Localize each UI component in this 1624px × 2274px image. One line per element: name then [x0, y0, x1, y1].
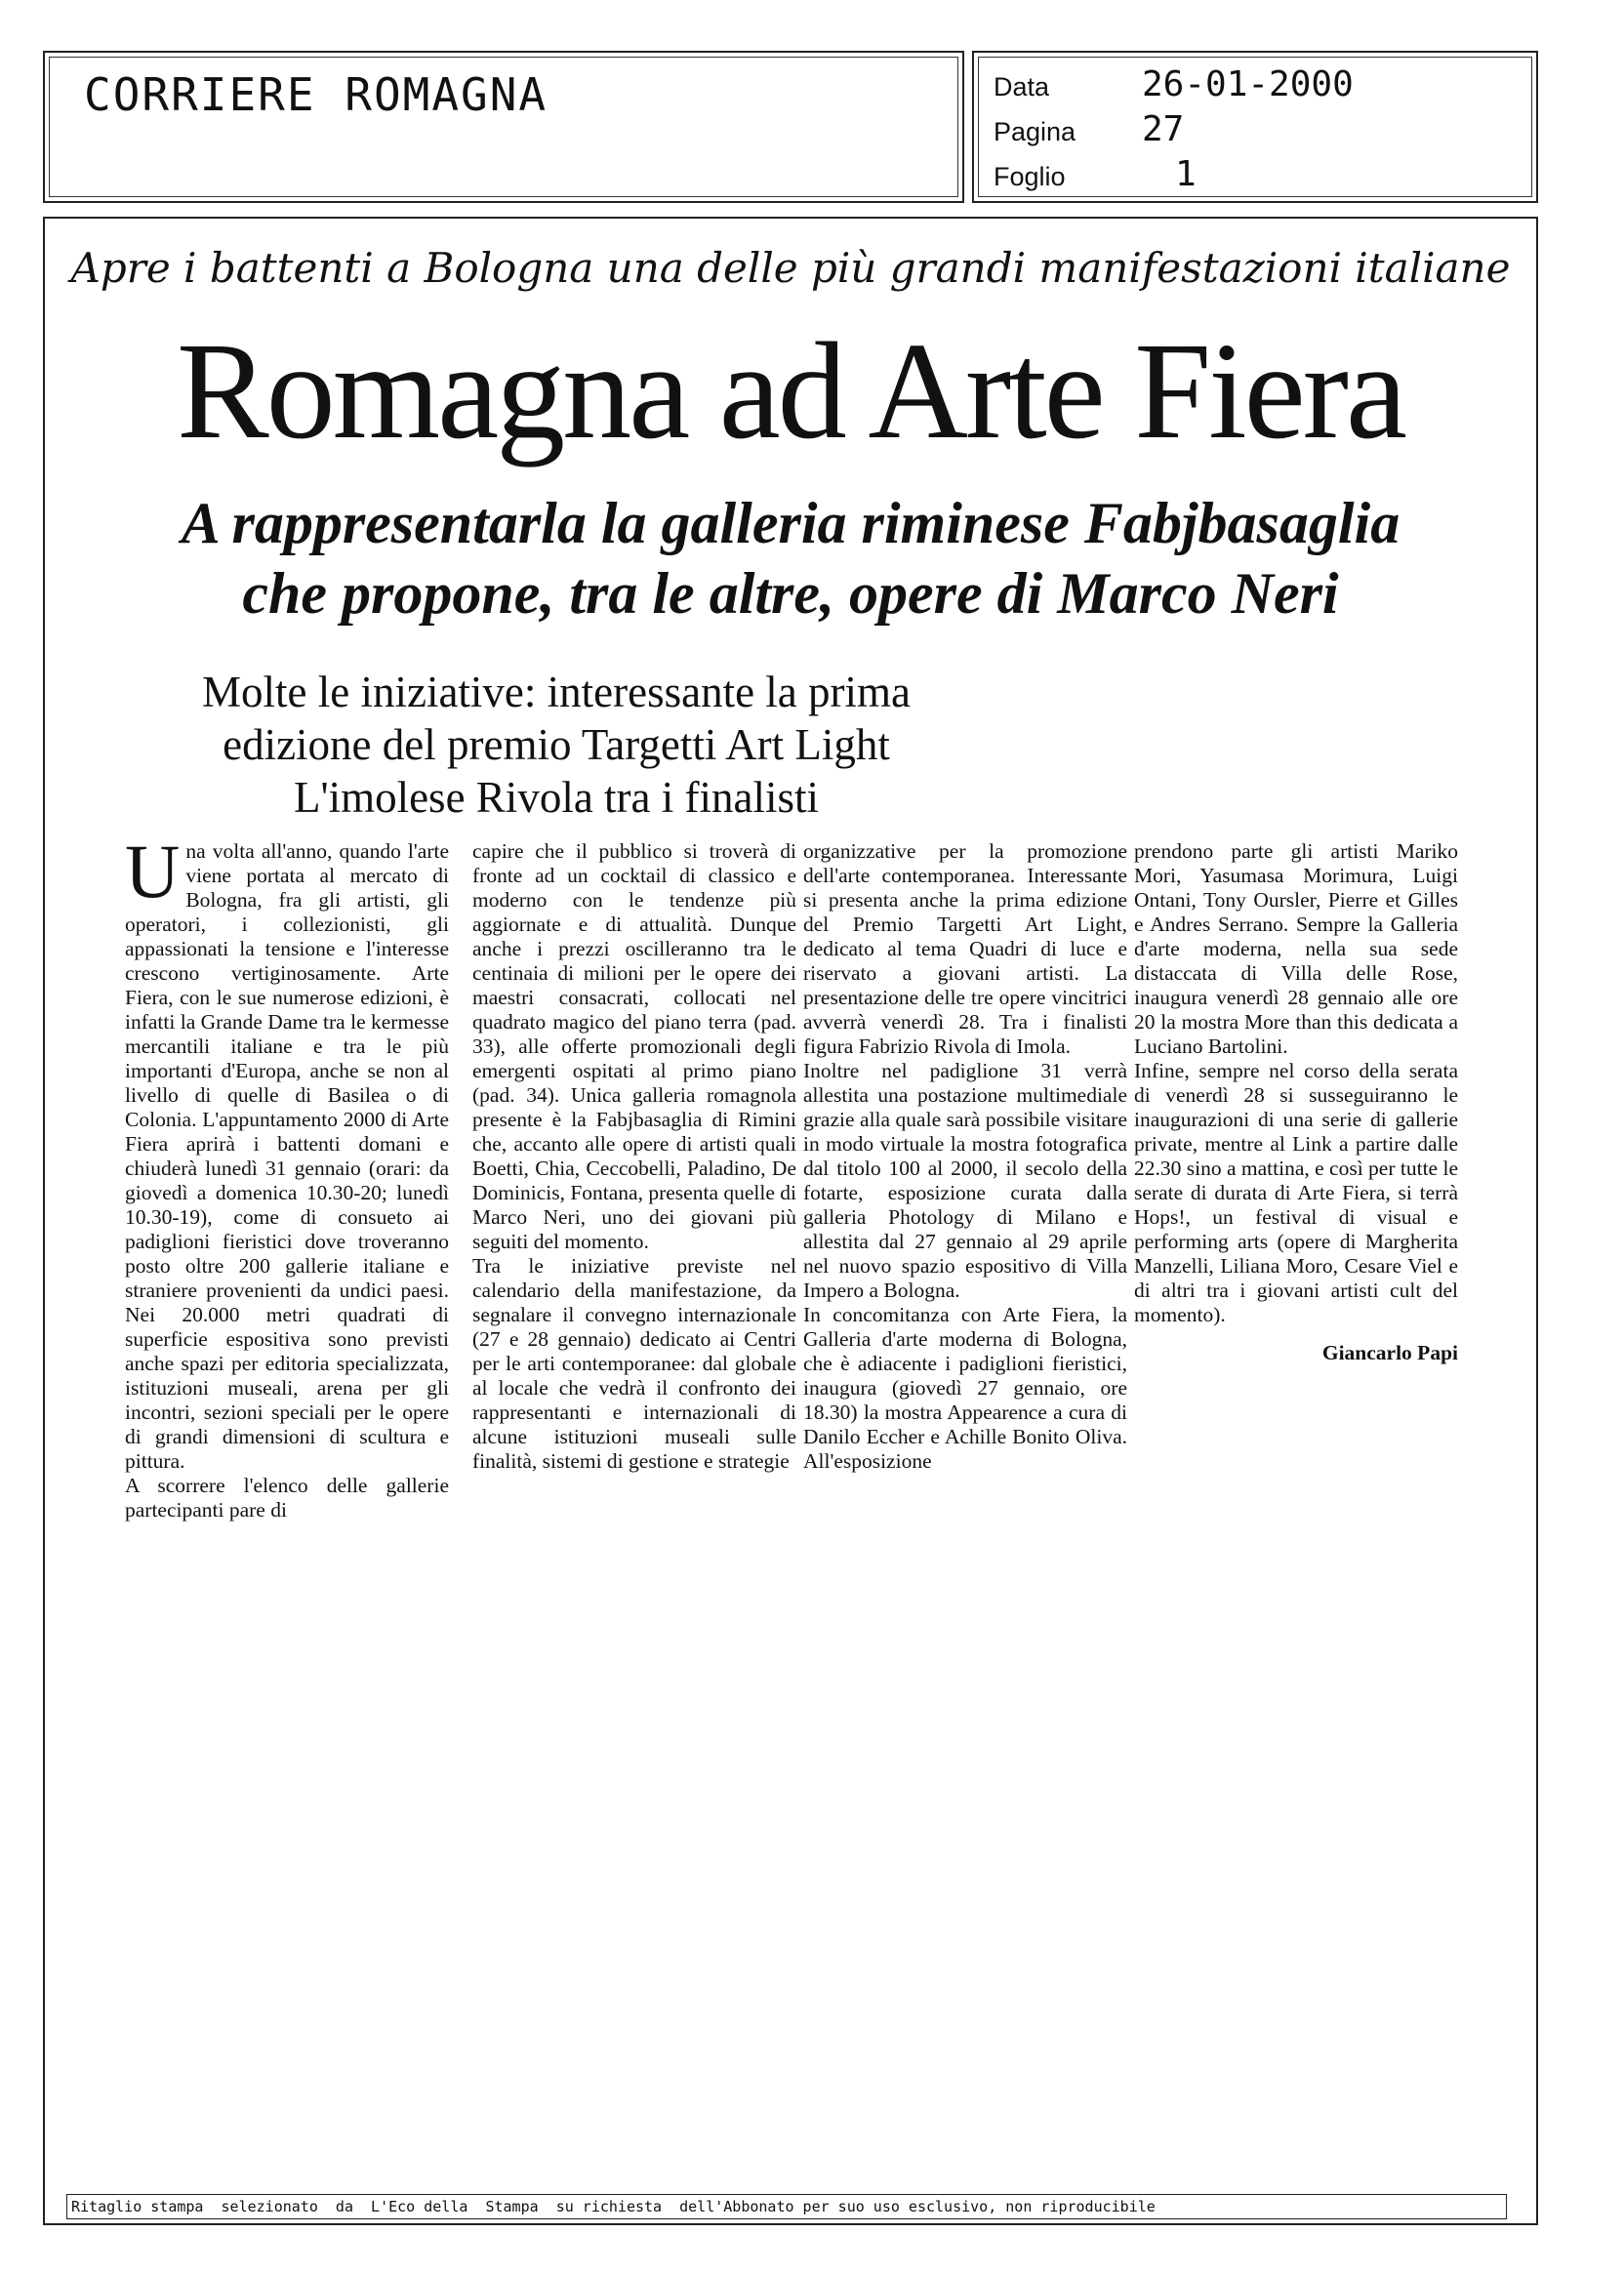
deck-line-1: Molte le iniziative: interessante la prima: [202, 668, 911, 716]
column-3-paragraph-3: In concomitanza con Arte Fiera, la Galleria d'arte moderna di Bologna, che è adiacente i padiglioni fieristici, inaugura (giovedì 27 gennaio, ore 18.30) la mostra Appearence a cura di Danilo Eccher e Achille Bonito Oliva. All'esposizione: [803, 1303, 1127, 1473]
column-1-paragraph-1: [125, 829, 449, 1474]
masthead: CORRIERE ROMAGNA: [84, 68, 548, 121]
column-2-paragraph-2: Tra le iniziative previste nel calendario della manifestazione, da segnalare il convegno internazionale (27 e 28 gennaio) dedicato ai Centri per le arti contemporanee: dal globale al locale che vedrà il confronto dei rappresentanti e internazionali di alcune istituzioni museali sulle finalità, sistemi di gestione e strategie: [472, 1254, 796, 1473]
subhead-line-2: che propone, tra le altre, opere di Marco Neri: [242, 561, 1339, 626]
meta-date-label: Data: [994, 72, 1050, 102]
column-1-paragraph-1-text: na volta all'anno, quando l'arte viene portata al mercato di Bologna, fra gli artisti, gli operatori, i collezionisti, gli appassionati la tensione e l'interesse crescono vertiginosamente. Arte Fiera, con le sue numerose edizioni, è infatti la Grande Dame tra le kermesse mercantili italiane e tra le più importanti d'Europa, anche se non al livello di quelle di Basilea o di Colonia. L'appuntamento 2000 di Arte Fiera aprirà i battenti domani e chiuderà lunedì 31 gennaio (orari: da giovedì a domenica 10.30-20; lunedì 10.30-19), come di consueto ai padiglioni fieristici dove troveranno posto oltre 200 gallerie italiane e straniere provenienti da undici paesi. Nei 20.000 metri quadrati di superficie espositiva sono previsti anche spazi per editoria specializzata, istituzioni museali, arena per gli incontri, sezioni speciali per le opere di grandi dimensioni di scultura e pittura.: [125, 839, 449, 1473]
deck-line-2: edizione del premio Targetti Art Light: [223, 720, 890, 769]
column-3-paragraph-1: organizzative per la promozione dell'arte contemporanea. Interessante si presenta anche la prima edizione del Premio Targetti Art Light, dedicato al tema Quadri di luce e riservato a giovani artisti. La presentazione delle tre opere vincitrici avverrà venerdì 28. Tra i finalisti figura Fabrizio Rivola di Imola.: [803, 839, 1127, 1058]
column-1-paragraph-2: A scorrere l'elenco delle gallerie partecipanti pare di: [125, 1474, 449, 1522]
clipping-notice: Ritaglio stampa selezionato da L'Eco della Stampa su richiesta dell'Abbonato per suo uso esclusivo, non riproducibile: [66, 2194, 1507, 2219]
column-4-paragraph-1: prendono parte gli artisti Mariko Mori, Yasumasa Morimura, Luigi Ontani, Tony Oursler, Pierre et Gilles e Andres Serrano. Sempre la Galleria d'arte moderna, nella sua sede distaccata di Villa delle Rose, inaugura venerdì 28 gennaio alle ore 20 la mostra More than this dedicata a Luciano Bartolini.: [1134, 839, 1458, 1058]
article-kicker: Apre i battenti a Bologna una delle più grandi manifestazioni italiane: [70, 244, 1511, 292]
article-headline: Romagna ad Arte Fiera: [177, 313, 1404, 467]
meta-sheet-value: 1: [1175, 154, 1197, 194]
column-4-paragraph-2: Infine, sempre nel corso della serata di venerdì 28 si susseguiranno le inaugurazioni di una serie di gallerie private, mentre al Link a partire dalle 22.30 sino a mattina, e così per tutte le serate di durata di Arte Fiera, si terrà Hops!, un festival di visual e performing arts (opere di Margherita Manzelli, Liliana Moro, Cesare Viel e di altri tra i giovani artisti cult del momento).: [1134, 1059, 1458, 1326]
masthead-box: [43, 51, 964, 203]
deck-line-3: L'imolese Rivola tra i finalisti: [293, 773, 819, 822]
meta-date-value: 26-01-2000: [1142, 64, 1354, 104]
subhead-line-1: A rappresentarla la galleria riminese Fabjbasaglia: [181, 491, 1401, 555]
meta-page-label: Pagina: [994, 117, 1076, 146]
article-column-2: [472, 839, 796, 1474]
article-deck: [68, 666, 1044, 824]
article-signature: Giancarlo Papi: [1321, 1341, 1458, 1364]
drop-cap: U: [125, 829, 181, 914]
article-subhead: [43, 488, 1538, 629]
article-column-1: [125, 829, 449, 1523]
article-column-3: [803, 839, 1127, 1474]
article-column-4: [1134, 839, 1458, 1365]
meta-sheet-label: Foglio: [994, 162, 1066, 191]
column-3-paragraph-2: Inoltre nel padiglione 31 verrà allestita una postazione multimediale grazie alla quale sarà possibile visitare in modo virtuale la mostra fotografica dal titolo 100 al 2000, il secolo della fotarte, esposizione curata dalla galleria Photology di Milano e allestita dal 27 gennaio al 29 aprile nel nuovo spazio espositivo di Villa Impero a Bologna.: [803, 1059, 1127, 1302]
column-2-paragraph-1: capire che il pubblico si troverà di fronte ad un cocktail di classico e moderno con le tendenze più aggiornate e di attualità. Dunque anche i prezzi oscilleranno tra le centinaia di milioni per le opere dei maestri consacrati, collocati nel quadrato magico del piano terra (pad. 33), alle offerte promozionali degli emergenti ospitati al primo piano (pad. 34). Unica galleria romagnola presente è la Fabjbasaglia di Rimini che, accanto alle opere di artisti quali Boetti, Chia, Ceccobelli, Paladino, De Dominicis, Fontana, presenta quelle di Marco Neri, uno dei giovani più seguiti del momento.: [472, 839, 796, 1253]
meta-box: [972, 51, 1538, 203]
meta-page-value: 27: [1142, 109, 1185, 149]
clipping-header: [43, 51, 1538, 207]
